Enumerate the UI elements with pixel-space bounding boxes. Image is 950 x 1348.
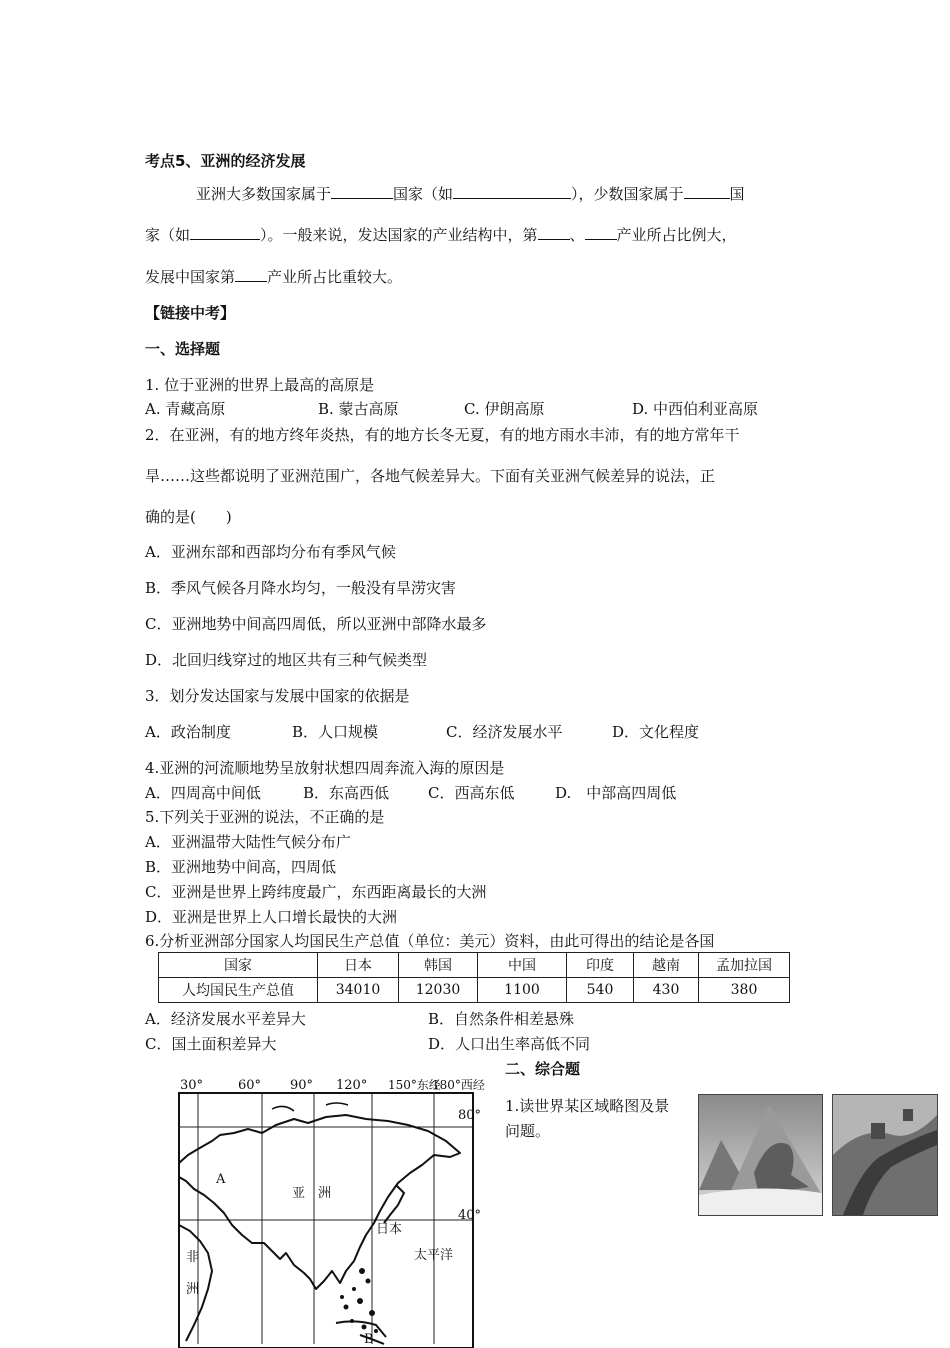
place-b-label: B xyxy=(364,1332,374,1347)
fill-line-2 xyxy=(145,224,737,245)
synth-q1-line1: 1.读世界某区域略图及景 xyxy=(505,1097,670,1115)
africa-label: 非 xyxy=(186,1250,200,1265)
sphinx-photo xyxy=(698,1094,823,1216)
table-cell: 34010 xyxy=(318,978,399,1003)
japan-label: 日本 xyxy=(376,1222,403,1237)
gdp-table xyxy=(158,952,790,1003)
q4-option-c[interactable]: C．西高东低 xyxy=(428,784,515,802)
sphinx-image xyxy=(699,1095,822,1215)
text: 国 xyxy=(729,185,745,203)
q2-option-c[interactable]: C．亚洲地势中间高四周低，所以亚洲中部降水最多 xyxy=(145,615,487,633)
part1-title: 一、选择题 xyxy=(145,340,221,358)
table-cell: 韩国 xyxy=(399,953,478,978)
table-cell: 430 xyxy=(634,978,699,1003)
table-cell: 印度 xyxy=(567,953,634,978)
text: 发展中国家第 xyxy=(145,268,236,286)
q2-option-d[interactable]: D．北回归线穿过的地区共有三种气候类型 xyxy=(145,651,428,669)
blank[interactable] xyxy=(235,267,267,282)
q5-stem: 5.下列关于亚洲的说法，不正确的是 xyxy=(145,808,385,826)
asia-label: 亚 洲 xyxy=(292,1186,332,1201)
q2-option-a[interactable]: A．亚洲东部和西部均分布有季风气候 xyxy=(145,543,396,561)
blank[interactable] xyxy=(331,184,393,199)
q6-option-d[interactable]: D．人口出生率高低不同 xyxy=(428,1035,591,1053)
lat-label: 40° xyxy=(458,1208,482,1223)
q2-stem-2: 旱……这些都说明了亚洲范围广，各地气候差异大。下面有关亚洲气候差异的说法，正 xyxy=(145,467,716,485)
lon-label: 90° xyxy=(290,1078,314,1093)
q2-stem-1: 2．在亚洲，有的地方终年炎热，有的地方长冬无夏，有的地方雨水丰沛，有的地方常年干 xyxy=(145,426,740,444)
q4-option-b[interactable]: B．东高西低 xyxy=(303,784,390,802)
text: 家（如 xyxy=(145,226,191,244)
table-cell: 越南 xyxy=(634,953,699,978)
great-wall-image xyxy=(833,1095,937,1215)
lon-label: 30° xyxy=(180,1078,204,1093)
q5-option-a[interactable]: A．亚洲温带大陆性气候分布广 xyxy=(145,833,351,851)
q3-option-b[interactable]: B．人口规模 xyxy=(292,723,379,741)
q1-option-a[interactable]: A. 青藏高原 xyxy=(145,400,226,418)
q3-option-a[interactable]: A．政治制度 xyxy=(145,723,231,741)
place-a-label: A xyxy=(216,1172,226,1187)
fill-line-3 xyxy=(145,266,402,287)
text: 国家（如 xyxy=(393,185,454,203)
lon-label: 150°东经 xyxy=(388,1078,441,1092)
text: 产业所占比重较大。 xyxy=(267,268,403,286)
q6-stem: 6.分析亚洲部分国家人均国民生产总值（单位：美元）资料，由此可得出的结论是各国 xyxy=(145,932,715,950)
q5-option-c[interactable]: C．亚洲是世界上跨纬度最广，东西距离最长的大洲 xyxy=(145,883,487,901)
q5-option-d[interactable]: D．亚洲是世界上人口增长最快的大洲 xyxy=(145,908,398,926)
table-cell: 孟加拉国 xyxy=(699,953,790,978)
pacific-label: 太平洋 xyxy=(414,1248,454,1263)
table-cell: 人均国民生产总值 xyxy=(159,978,318,1003)
table-cell: 380 xyxy=(699,978,790,1003)
blank[interactable] xyxy=(453,184,571,199)
table-cell: 国家 xyxy=(159,953,318,978)
lon-label: 60° xyxy=(238,1078,262,1093)
link-title: 【链接中考】 xyxy=(145,304,236,322)
table-cell: 日本 xyxy=(318,953,399,978)
text: 亚洲大多数国家属于 xyxy=(196,185,332,203)
text: 产业所占比例大， xyxy=(616,226,737,244)
table-cell: 1100 xyxy=(478,978,567,1003)
text: ），少数国家属于 xyxy=(571,185,684,203)
q2-stem-3: 确的是( ) xyxy=(145,508,232,526)
part2-title: 二、综合题 xyxy=(505,1060,581,1078)
blank[interactable] xyxy=(585,225,617,240)
q3-option-c[interactable]: C．经济发展水平 xyxy=(446,723,563,741)
q1-stem: 1. 位于亚洲的世界上最高的高原是 xyxy=(145,376,375,394)
text: 、 xyxy=(569,226,585,244)
q4-option-d[interactable]: D. 中部高四周低 xyxy=(555,784,677,802)
table-cell: 12030 xyxy=(399,978,478,1003)
table-row xyxy=(159,978,790,1003)
q4-stem: 4.亚洲的河流顺地势呈放射状想四周奔流入海的原因是 xyxy=(145,759,505,777)
q2-option-b[interactable]: B．季风气候各月降水均匀，一般没有旱涝灾害 xyxy=(145,579,457,597)
blank[interactable] xyxy=(684,184,730,199)
q5-option-b[interactable]: B．亚洲地势中间高，四周低 xyxy=(145,858,337,876)
q6-option-a[interactable]: A．经济发展水平差异大 xyxy=(145,1010,306,1028)
q6-option-c[interactable]: C．国土面积差异大 xyxy=(145,1035,277,1053)
section-title: 考点5、亚洲的经济发展 xyxy=(145,152,306,170)
table-row xyxy=(159,953,790,978)
africa-label: 洲 xyxy=(186,1282,200,1297)
blank[interactable] xyxy=(538,225,570,240)
q3-option-d[interactable]: D．文化程度 xyxy=(612,723,700,741)
table-cell: 540 xyxy=(567,978,634,1003)
q6-option-b[interactable]: B．自然条件相差悬殊 xyxy=(428,1010,575,1028)
fill-line-1 xyxy=(196,183,745,204)
q1-option-d[interactable]: D. 中西伯利亚高原 xyxy=(632,400,759,418)
great-wall-photo xyxy=(832,1094,938,1216)
lat-label: 80° xyxy=(458,1108,482,1123)
q4-option-a[interactable]: A．四周高中间低 xyxy=(145,784,261,802)
lon-label: 180°西经 xyxy=(432,1078,485,1092)
q1-option-c[interactable]: C. 伊朗高原 xyxy=(464,400,545,418)
asia-map xyxy=(176,1075,485,1347)
text: ）。一般来说，发达国家的产业结构中，第 xyxy=(260,226,538,244)
q3-stem: 3．划分发达国家与发展中国家的依据是 xyxy=(145,687,410,705)
synth-q1-line2: 问题。 xyxy=(505,1122,551,1140)
lon-label: 120° xyxy=(336,1078,368,1093)
blank[interactable] xyxy=(190,225,260,240)
table-cell: 中国 xyxy=(478,953,567,978)
q1-option-b[interactable]: B. 蒙古高原 xyxy=(318,400,399,418)
